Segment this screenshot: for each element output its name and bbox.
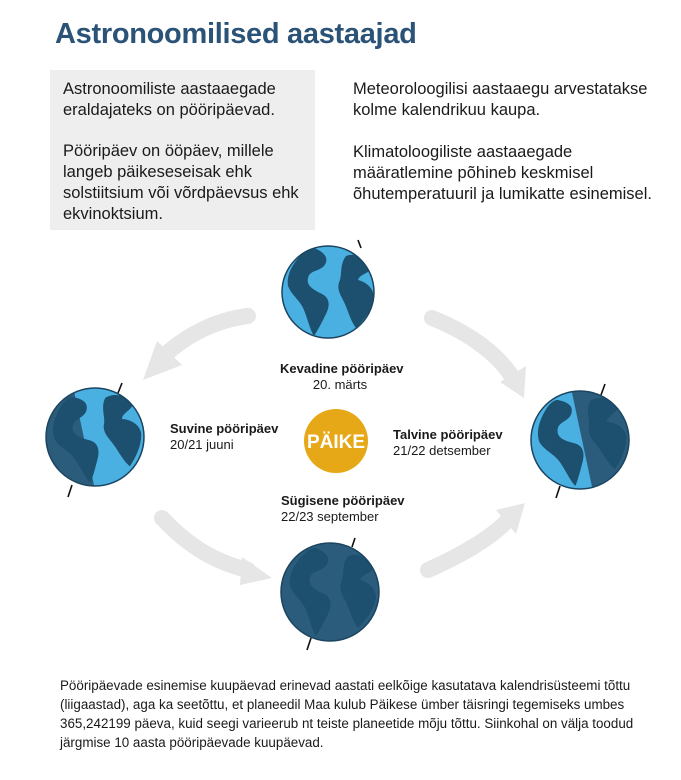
sun [304,409,368,473]
intro-right-paragraph-2: Klimatoloogiliste aastaaegade määratlemine põhineb keskmisel õhutemperatuuril ja lumikatte esinemisel. [353,143,652,203]
spring-equinox-name: Kevadine pööripäev [280,361,404,376]
label-spring-equinox [280,361,404,393]
spring-equinox-date: 20. märts [312,377,368,392]
earth-spring-equinox [282,240,374,338]
autumn-equinox-date: 22/23 september [281,509,379,524]
intro-left-paragraph-2: Pööripäev on ööpäev, millele langeb päikeseseisak ehk solstiitsium või võrdpäevsus ehk ekvinoktsium. [63,142,299,223]
footer-note: Pööripäevade esinemise kuupäevad erinevad aastati eelkõige kasutatava kalendrisüsteemi tõttu (liigaastad), aga ka seetõttu, et planeedil Maa kulub Päikese ümber täisringi tegemiseks umbes 365,242199 päeva, kuid seegi varieerub nt teiste planeetide mõju tõttu. Siinkohal on välja toodud järgmise 10 aasta pööripäevade kuupäevad. [60,678,634,750]
sun-label: PÄIKE [306,432,366,453]
winter-solstice-date: 21/22 detsember [393,443,491,458]
intro-left-paragraph-1: Astronoomiliste aastaaegade eraldajateks on pööripäevad. [63,80,276,119]
label-winter-solstice [393,427,503,459]
earth-winter-solstice [509,381,634,511]
orbit-arrow-bottom-right [428,503,525,570]
orbit-arrow-top-left [143,316,248,380]
earth-summer-solstice [46,369,166,501]
autumn-equinox-name: Sügisene pööripäev [281,493,405,508]
earth-autumn-equinox [281,538,379,650]
orbit-arrow-bottom-left [162,518,272,585]
intro-right-paragraph-1: Meteoroloogilisi aastaaegu arvestatakse kolme kalendrikuu kaupa. [353,80,648,119]
page-title: Astronoomilised aastaajad [55,18,417,50]
label-summer-solstice [170,421,278,453]
summer-solstice-name: Suvine pööripäev [170,421,279,436]
label-autumn-equinox [281,493,405,525]
summer-solstice-date: 20/21 juuni [170,437,234,452]
winter-solstice-name: Talvine pööripäev [393,427,503,442]
orbit-arrow-top-right [432,318,526,398]
